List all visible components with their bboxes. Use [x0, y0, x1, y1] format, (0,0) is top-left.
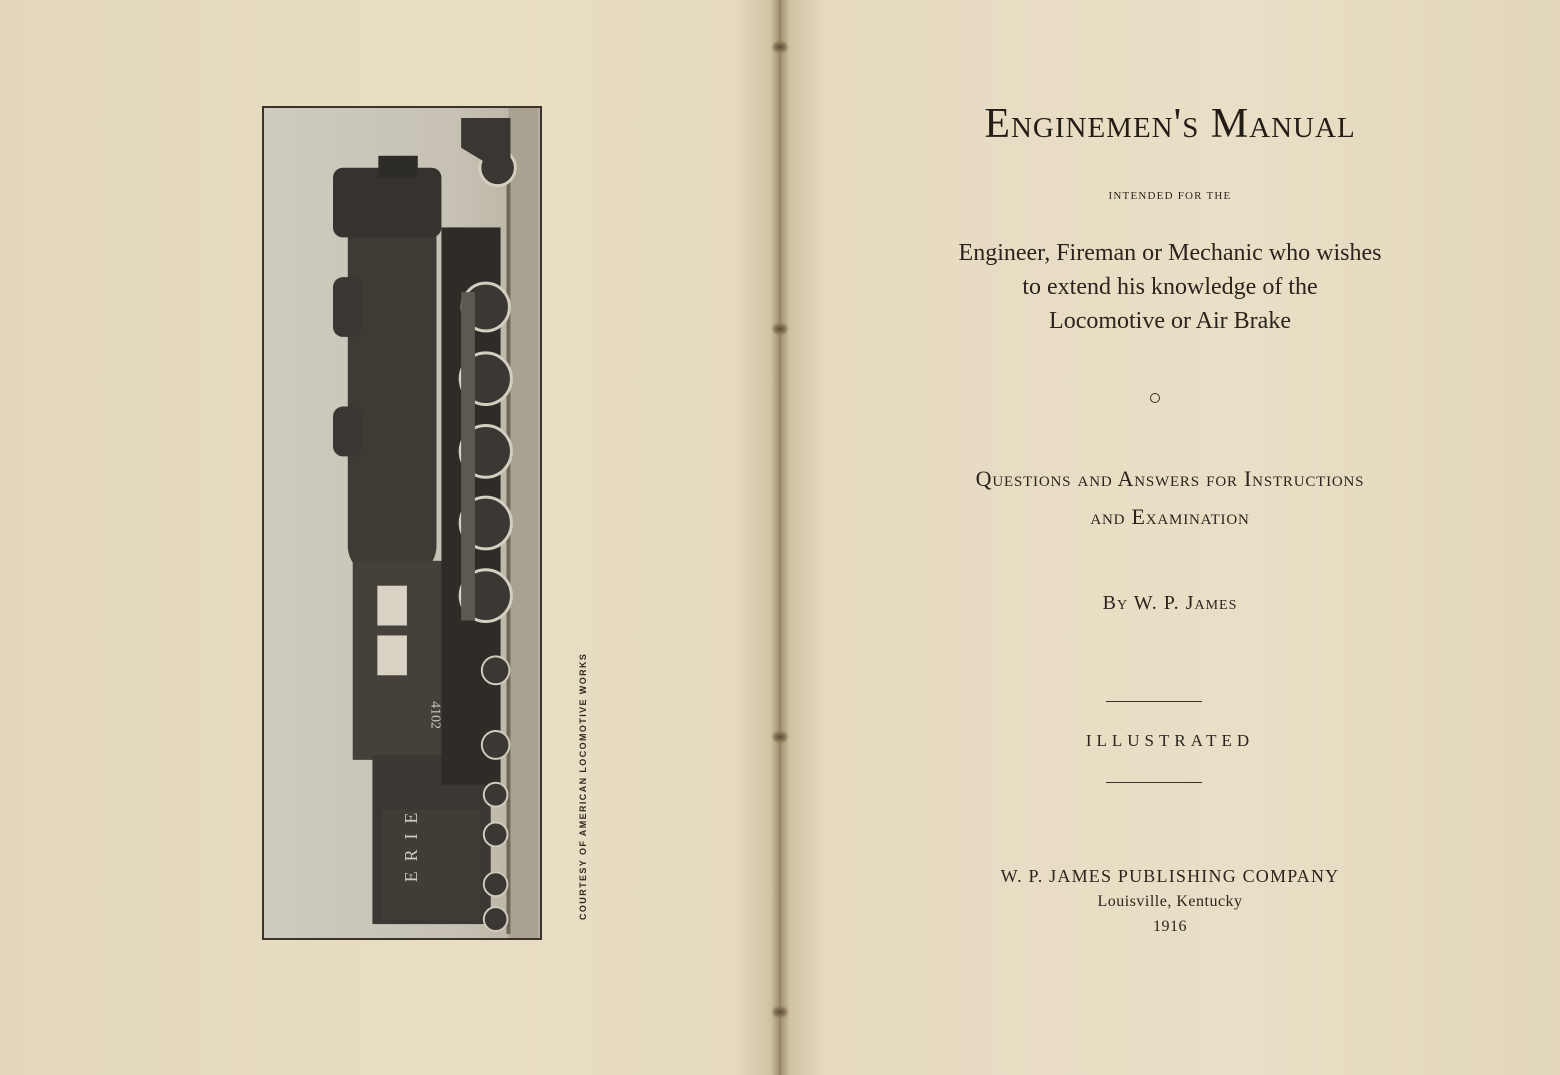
description-line: Locomotive or Air Brake — [1049, 308, 1291, 334]
circle-ornament-icon — [1150, 393, 1160, 403]
photo-credit: COURTESY OF AMERICAN LOCOMOTIVE WORKS — [578, 652, 588, 920]
publication-year: 1916 — [1153, 918, 1187, 935]
title-page — [780, 0, 1560, 1075]
subtitle-line: and Examination — [1090, 504, 1250, 529]
author-line: By W. P. James — [1102, 592, 1238, 614]
description-line: Engineer, Fireman or Mechanic who wishes — [958, 240, 1382, 266]
book-title: Enginemen's Manual — [984, 101, 1356, 147]
divider-rule — [1106, 782, 1202, 783]
cab-number: 4102 — [428, 701, 444, 729]
publisher-name: W. P. JAMES PUBLISHING COMPANY — [1000, 866, 1340, 886]
subtitle-line: Questions and Answers for Instructions — [975, 466, 1365, 491]
locomotive-photograph — [262, 106, 542, 940]
description-line: to extend his knowledge of the — [1022, 274, 1318, 300]
publisher-location: Louisville, Kentucky — [1097, 893, 1243, 910]
divider-rule — [1106, 701, 1202, 702]
intended-for-line: INTENDED FOR THE — [1108, 190, 1232, 202]
locomotive-illustration — [264, 108, 540, 938]
tender-lettering: ERIE — [400, 802, 421, 883]
audience-description — [780, 236, 1560, 338]
book-subtitle — [780, 460, 1560, 536]
illustrated-label: ILLUSTRATED — [1085, 731, 1255, 750]
